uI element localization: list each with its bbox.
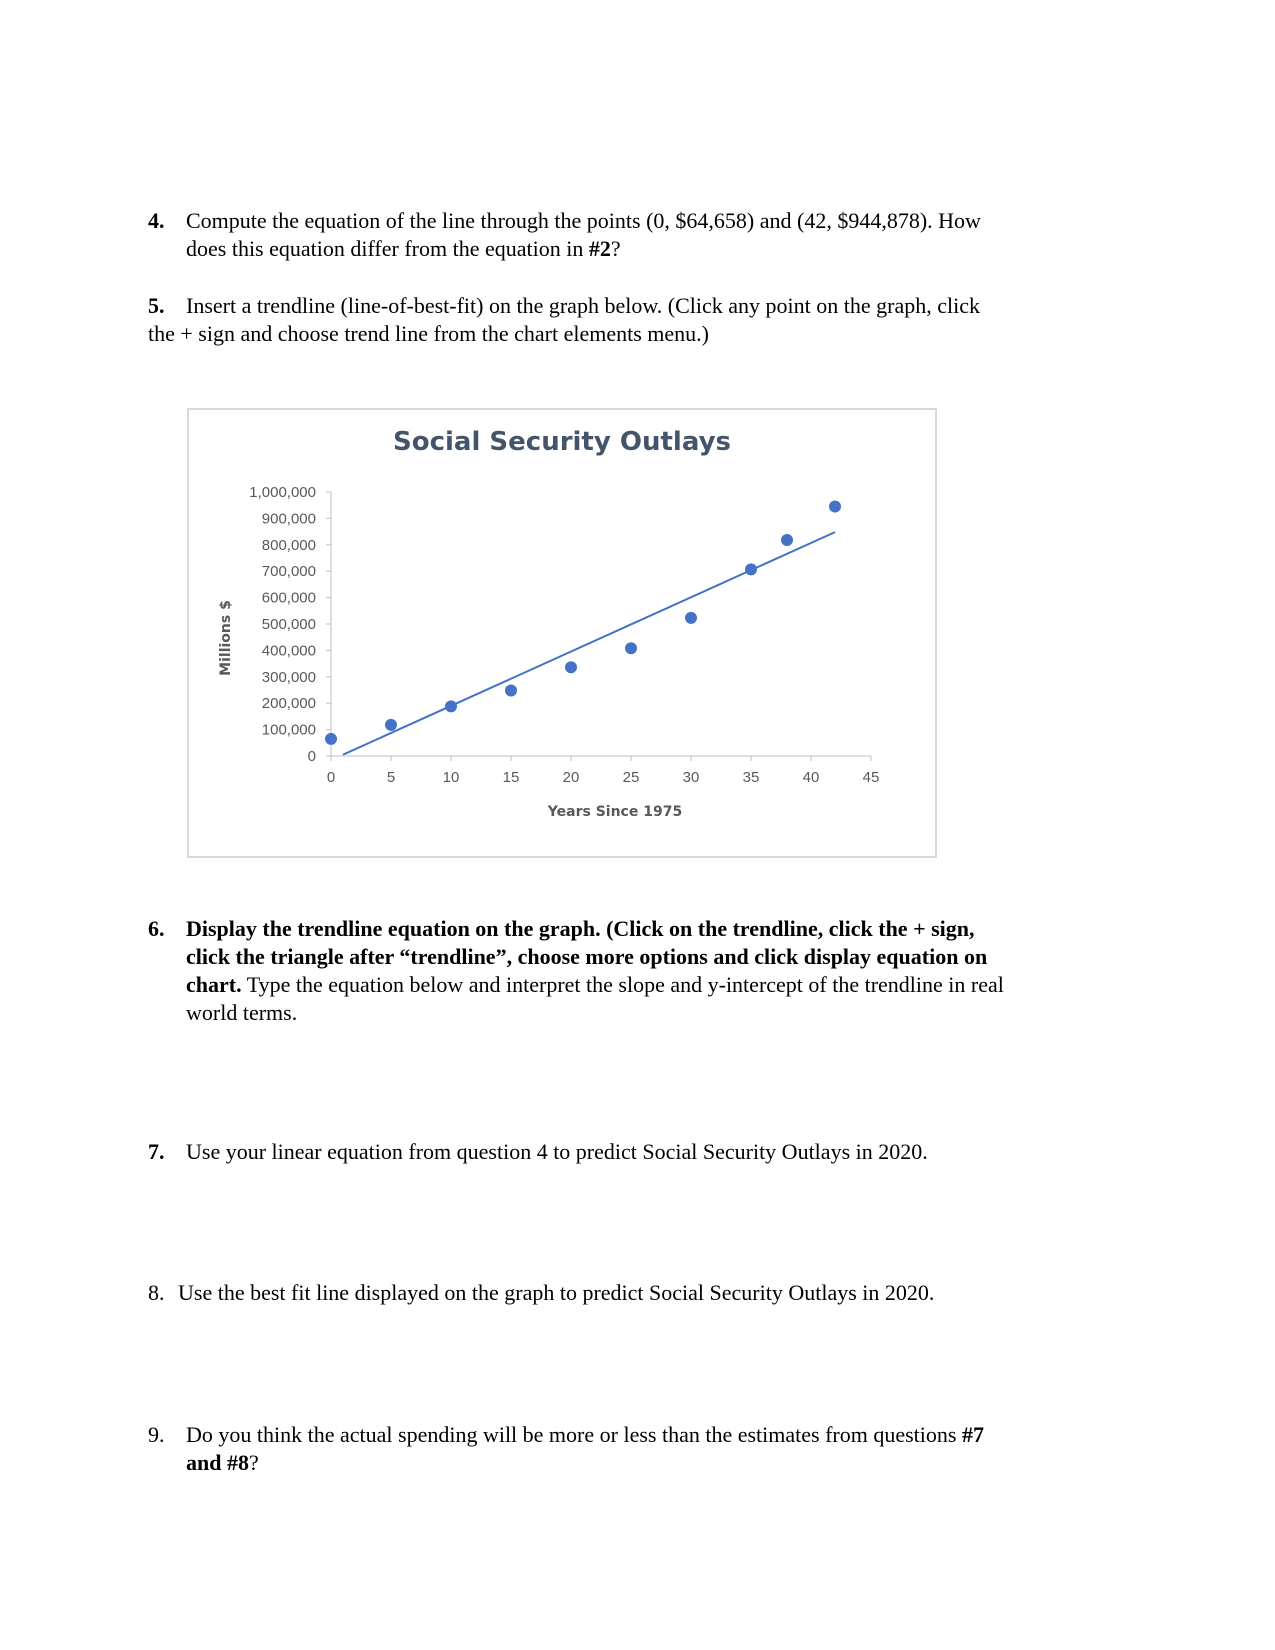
data-point[interactable] xyxy=(829,501,841,513)
x-tick-label: 5 xyxy=(386,769,396,786)
question-4-line2-text: does this equation differ from the equation in xyxy=(186,236,589,261)
data-point[interactable] xyxy=(781,534,793,546)
x-tick-label: 0 xyxy=(326,769,336,786)
data-point[interactable] xyxy=(445,700,457,712)
data-point[interactable] xyxy=(625,642,637,654)
y-tick-label: 400,000 xyxy=(261,642,316,660)
data-point[interactable] xyxy=(325,733,337,745)
question-9-ref-7: #7 xyxy=(961,1422,984,1447)
data-point[interactable] xyxy=(685,612,697,624)
question-9-number: 9. xyxy=(148,1422,165,1447)
trendline-group[interactable] xyxy=(343,532,835,755)
question-6-line4: world terms. xyxy=(186,1000,298,1025)
scatter-chart[interactable] xyxy=(189,410,935,856)
question-9-line2 xyxy=(186,1449,259,1477)
question-7-number: 7. xyxy=(148,1139,165,1164)
x-tick-label: 30 xyxy=(682,769,700,786)
question-5-number: 5. xyxy=(148,293,165,318)
question-4-ref: #2 xyxy=(588,236,611,261)
data-point[interactable] xyxy=(745,563,757,575)
data-points[interactable] xyxy=(325,501,841,745)
question-4-line2 xyxy=(186,235,621,263)
question-9-ref-8: and #8 xyxy=(186,1450,249,1475)
trendline[interactable] xyxy=(343,532,835,755)
y-tick-label: 600,000 xyxy=(261,589,316,607)
x-tick-label: 10 xyxy=(442,769,460,786)
question-6-line3-bold: chart. xyxy=(186,972,242,997)
data-point[interactable] xyxy=(385,719,397,731)
question-9-punct: ? xyxy=(248,1450,259,1475)
question-9-line1 xyxy=(186,1421,984,1449)
data-point[interactable] xyxy=(505,685,517,697)
question-6-line2: click the triangle after “trendline”, choose more options and click display equation on xyxy=(186,944,988,969)
question-4-punct: ? xyxy=(610,236,621,261)
chart-container[interactable] xyxy=(187,408,937,858)
question-6-number: 6. xyxy=(148,916,165,941)
y-tick-label: 800,000 xyxy=(261,536,316,554)
question-8-number: 8. xyxy=(148,1280,165,1305)
x-tick-label: 40 xyxy=(802,769,820,786)
question-6-line1: Display the trendline equation on the graph. (Click on the trendline, click the + sign, xyxy=(186,916,975,941)
x-tick-label: 35 xyxy=(742,769,760,786)
question-6-line3-rest: Type the equation below and interpret the slope and y-intercept of the trendline in real xyxy=(241,972,1004,997)
y-tick-label: 100,000 xyxy=(261,721,316,739)
x-axis xyxy=(327,756,880,786)
y-tick-label: 900,000 xyxy=(261,510,316,528)
y-tick-label: 200,000 xyxy=(261,695,316,713)
question-8-text: Use the best fit line displayed on the graph to predict Social Security Outlays in 2020. xyxy=(178,1280,935,1305)
y-axis-label: Millions $ xyxy=(218,600,234,676)
y-tick-label: 500,000 xyxy=(261,616,316,633)
chart-title: Social Security Outlays xyxy=(393,427,731,457)
question-6-line3 xyxy=(186,971,1004,999)
y-tick-label: 1,000,000 xyxy=(249,484,316,501)
question-4-number: 4. xyxy=(148,208,165,233)
y-tick-label: 0 xyxy=(307,748,316,765)
question-7-text: Use your linear equation from question 4 to predict Social Security Outlays in 2020. xyxy=(186,1139,928,1164)
question-4-line1: Compute the equation of the line through the points (0, $64,658) and (42, $944,878). How xyxy=(186,208,981,233)
x-tick-label: 45 xyxy=(862,769,880,786)
x-axis-label: Years Since 1975 xyxy=(547,804,683,820)
y-tick-label: 300,000 xyxy=(261,668,316,686)
question-9-line1-text: Do you think the actual spending will be more or less than the estimates from questions xyxy=(186,1422,962,1447)
question-5-line2: the + sign and choose trend line from the chart elements menu.) xyxy=(148,321,710,346)
x-tick-label: 15 xyxy=(502,769,520,786)
y-tick-label: 700,000 xyxy=(261,563,316,581)
question-5-line1: Insert a trendline (line-of-best-fit) on the graph below. (Click any point on the graph, click xyxy=(186,293,980,318)
x-tick-label: 25 xyxy=(622,769,640,786)
x-tick-label: 20 xyxy=(562,769,580,786)
y-axis xyxy=(249,484,331,765)
data-point[interactable] xyxy=(565,661,577,673)
